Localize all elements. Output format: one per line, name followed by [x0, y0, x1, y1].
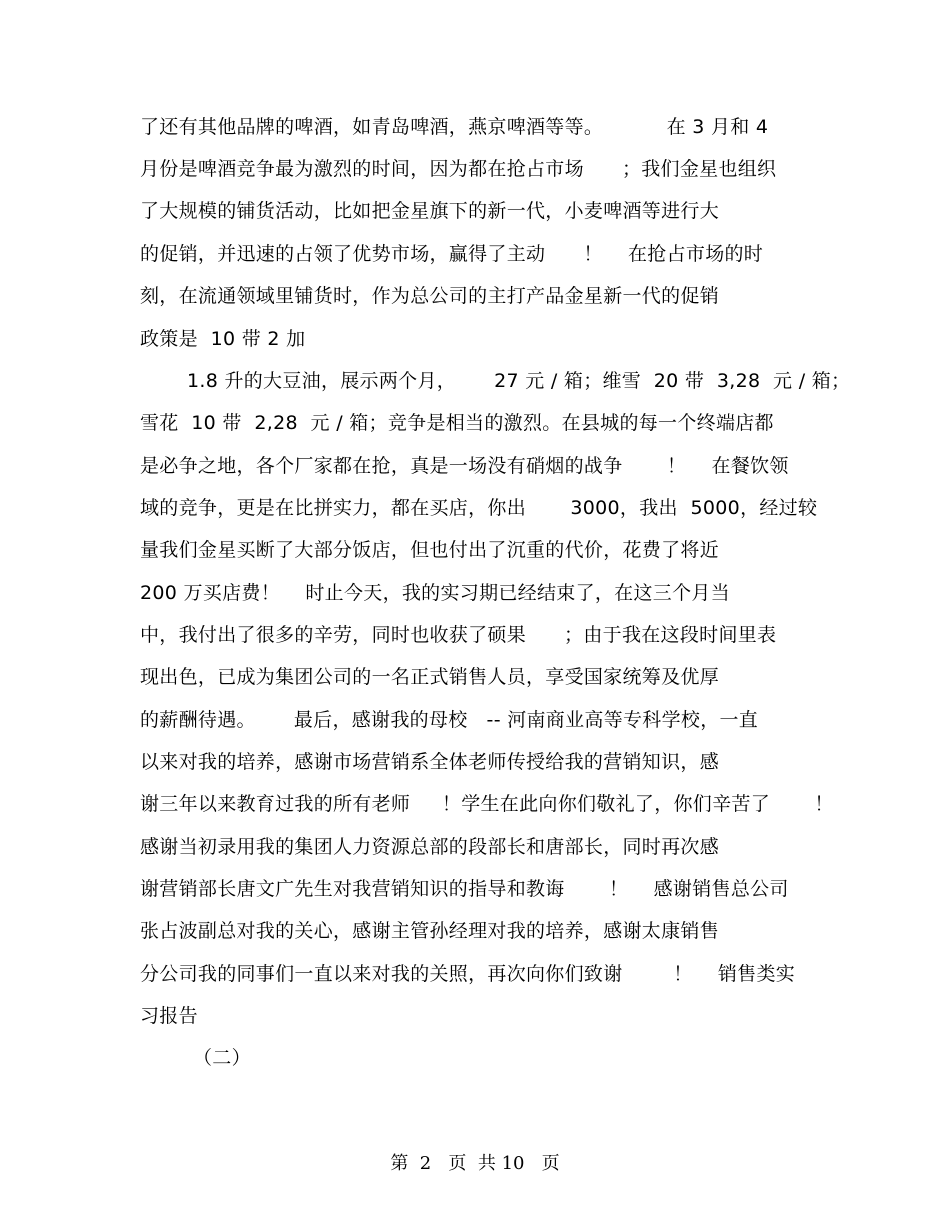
text-line: 是必争之地，各个厂家都在抢，真是一场没有硝烟的战争 ！ 在餐饮领	[140, 455, 789, 477]
text-line: 的促销，并迅速的占领了优势市场，赢得了主动 ！ 在抢占市场的时	[140, 243, 764, 265]
text-line: 谢三年以来教育过我的所有老师 ！学生在此向你们敬礼了，你们辛苦了 ！	[140, 793, 834, 815]
text-line: 以来对我的培养，感谢市场营销系全体老师传授给我的营销知识，感	[140, 751, 720, 773]
text-line: 雪花 10 带 2,28 元 / 箱；竞争是相当的激烈。在县城的每一个终端店都	[140, 412, 774, 434]
text-line: 刻，在流通领域里铺货时，作为总公司的主打产品金星新一代的促销	[140, 285, 720, 307]
text-line: 张占波副总对我的关心，感谢主管孙经理对我的培养，感谢太康销售	[140, 920, 720, 942]
text-line: 现出色，已成为集团公司的一名正式销售人员，享受国家统筹及优厚	[140, 666, 720, 688]
text-line: 感谢当初录用我的集团人力资源总部的段部长和唐部长，同时再次感	[140, 836, 720, 858]
page-number-footer: 第 2 页 共 10 页	[390, 1153, 560, 1174]
text-line: 谢营销部长唐文广先生对我营销知识的指导和教诲 ！ 感谢销售总公司	[140, 878, 789, 900]
text-line: 域的竞争，更是在比拼实力，都在买店，你出 3000，我出 5000，经过较	[140, 497, 818, 519]
text-line: 政策是 10 带 2 加	[140, 328, 306, 350]
text-line: 200 万买店费！ 时止今天，我的实习期已经结束了，在这三个月当	[140, 582, 730, 604]
section-heading: （二）	[193, 1047, 251, 1069]
text-line: 量我们金星买断了大部分饭店，但也付出了沉重的代价，花费了将近	[140, 539, 720, 561]
text-line: 习报告	[140, 1005, 198, 1027]
text-line: 的薪酬待遇。 最后，感谢我的母校 -- 河南商业高等专科学校，一直	[140, 709, 759, 731]
text-line: 1.8 升的大豆油，展示两个月， 27 元 / 箱；维雪 20 带 3,28 元 / 箱；	[187, 370, 851, 392]
text-line: 月份是啤酒竞争最为激烈的时间，因为都在抢占市场 ；我们金星也组织	[140, 158, 777, 180]
text-line: 了大规模的铺货活动，比如把金星旗下的新一代，小麦啤酒等进行大	[140, 200, 720, 222]
text-line: 中，我付出了很多的辛劳，同时也收获了硕果 ；由于我在这段时间里表	[140, 624, 777, 646]
text-line: 分公司我的同事们一直以来对我的关照，再次向你们致谢 ！ 销售类实	[140, 963, 796, 985]
text-line: 了还有其他品牌的啤酒，如青岛啤酒，燕京啤酒等等。 在 3 月和 4	[140, 116, 769, 138]
